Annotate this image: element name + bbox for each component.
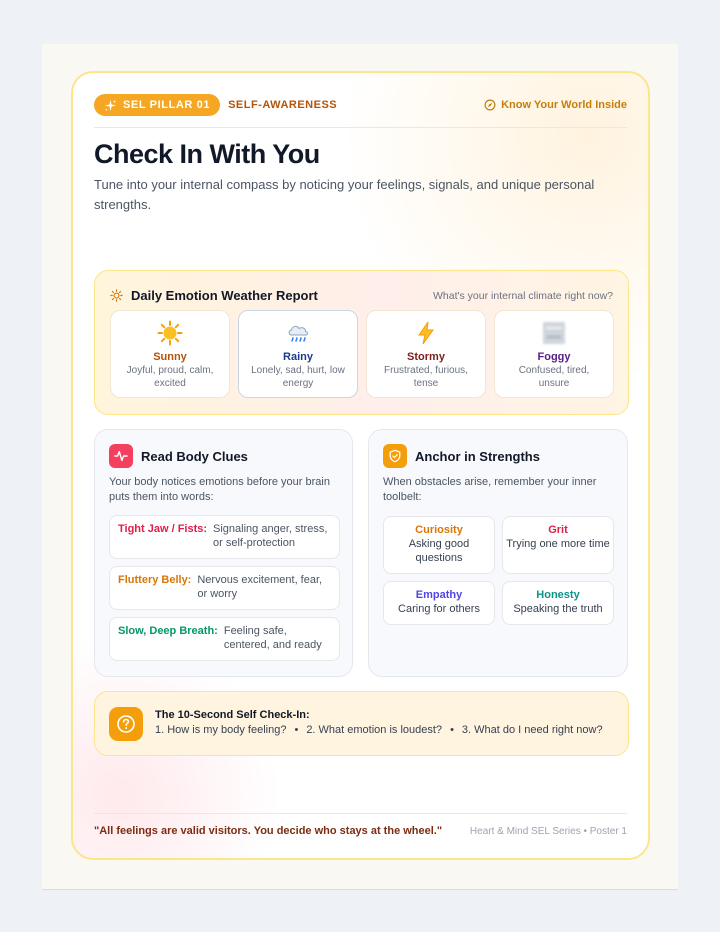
check-in-step: 1. How is my body feeling?	[155, 724, 287, 736]
clue-key: Slow, Deep Breath:	[118, 625, 218, 637]
rain-cloud-icon	[285, 320, 311, 346]
weather-card-rainy[interactable]	[238, 310, 358, 398]
step-separator: •	[294, 724, 299, 736]
weather-desc: Confused, tired, unsure	[518, 365, 590, 389]
pulse-icon	[114, 449, 128, 463]
weather-name: Foggy	[537, 351, 571, 363]
self-check-in-box	[94, 691, 629, 756]
pillar-badge	[94, 94, 220, 116]
weather-name: Rainy	[283, 351, 313, 363]
list-item	[109, 617, 340, 661]
clue-key: Tight Jaw / Fists:	[118, 523, 208, 535]
body-clues-title: Read Body Clues	[141, 448, 248, 464]
strength-card-empathy	[383, 581, 495, 625]
emotion-weather-report	[94, 270, 629, 415]
footer-quote: "All feelings are valid visitors. You decide who stays at the wheel."	[94, 825, 443, 837]
header-divider	[94, 127, 627, 128]
strength-card-grit	[502, 516, 614, 574]
shield-check-icon	[388, 449, 402, 463]
check-in-title: The 10-Second Self Check-In:	[155, 709, 310, 721]
strength-desc: Speaking the truth	[513, 603, 603, 615]
strength-desc: Asking good questions	[408, 538, 470, 564]
page-title: Check In With You	[94, 139, 320, 169]
strength-name: Honesty	[536, 589, 580, 601]
weather-name: Stormy	[407, 351, 445, 363]
weather-desc: Lonely, sad, hurt, low energy	[251, 365, 345, 389]
question-circle-icon	[116, 714, 136, 734]
strength-desc: Trying one more time	[506, 538, 610, 550]
clue-value: Nervous excitement, fear, or worry	[197, 574, 323, 600]
weather-card-sunny[interactable]	[110, 310, 230, 398]
check-in-step: 3. What do I need right now?	[461, 724, 603, 736]
strength-name: Grit	[548, 524, 568, 536]
strength-card-curiosity	[383, 516, 495, 574]
body-clues-intro: Your body notices emotions before your brain puts them into words:	[109, 476, 330, 503]
clue-value: Signaling anger, stress, or self-protection	[213, 523, 328, 549]
footer-meta: Heart & Mind SEL Series • Poster 1	[469, 826, 627, 837]
pillar-name: SELF-AWARENESS	[228, 99, 338, 111]
tagline-text: Know Your World Inside	[501, 99, 627, 111]
check-in-step: 2. What emotion is loudest?	[306, 724, 443, 736]
weather-question: What's your internal climate right now?	[433, 289, 613, 302]
weather-header	[110, 288, 613, 303]
check-in-steps	[155, 724, 603, 736]
weather-card-foggy[interactable]	[494, 310, 614, 398]
lightning-icon	[413, 320, 439, 346]
body-clues-list	[109, 515, 340, 668]
weather-cards	[110, 310, 614, 398]
weather-title: Daily Emotion Weather Report	[131, 288, 318, 303]
strengths-grid	[383, 516, 614, 625]
step-separator: •	[450, 724, 454, 736]
sun-outline-icon	[110, 289, 123, 302]
weather-name: Sunny	[153, 351, 187, 363]
list-item	[109, 566, 340, 610]
poster-header	[94, 94, 627, 116]
sun-icon	[157, 320, 183, 346]
page-subtitle: Tune into your internal compass by noticing your feelings, signals, and unique personal strengths.	[94, 177, 595, 212]
footer-divider	[94, 813, 627, 814]
clue-value: Feeling safe, centered, and ready	[223, 625, 322, 651]
strengths-title: Anchor in Strengths	[415, 448, 540, 464]
strength-name: Empathy	[415, 589, 463, 601]
strength-name: Curiosity	[415, 524, 463, 536]
body-clues-panel	[94, 429, 353, 677]
strength-desc: Caring for others	[398, 603, 480, 615]
question-badge	[109, 707, 143, 741]
list-item	[109, 515, 340, 559]
tagline	[484, 99, 627, 111]
shield-badge	[383, 444, 407, 468]
clue-key: Fluttery Belly:	[118, 574, 192, 586]
compass-icon	[484, 99, 496, 111]
pulse-badge	[109, 444, 133, 468]
strengths-intro: When obstacles arise, remember your inner toolbelt:	[383, 476, 597, 503]
pillar-badge-label: SEL PILLAR 01	[123, 99, 211, 111]
sparkle-icon	[104, 99, 117, 112]
strength-card-honesty	[502, 581, 614, 625]
poster	[71, 71, 650, 860]
fog-icon	[541, 320, 567, 346]
strengths-panel	[368, 429, 628, 677]
weather-card-stormy[interactable]	[366, 310, 486, 398]
weather-desc: Frustrated, furious, tense	[384, 365, 468, 389]
weather-desc: Joyful, proud, calm, excited	[126, 365, 214, 389]
